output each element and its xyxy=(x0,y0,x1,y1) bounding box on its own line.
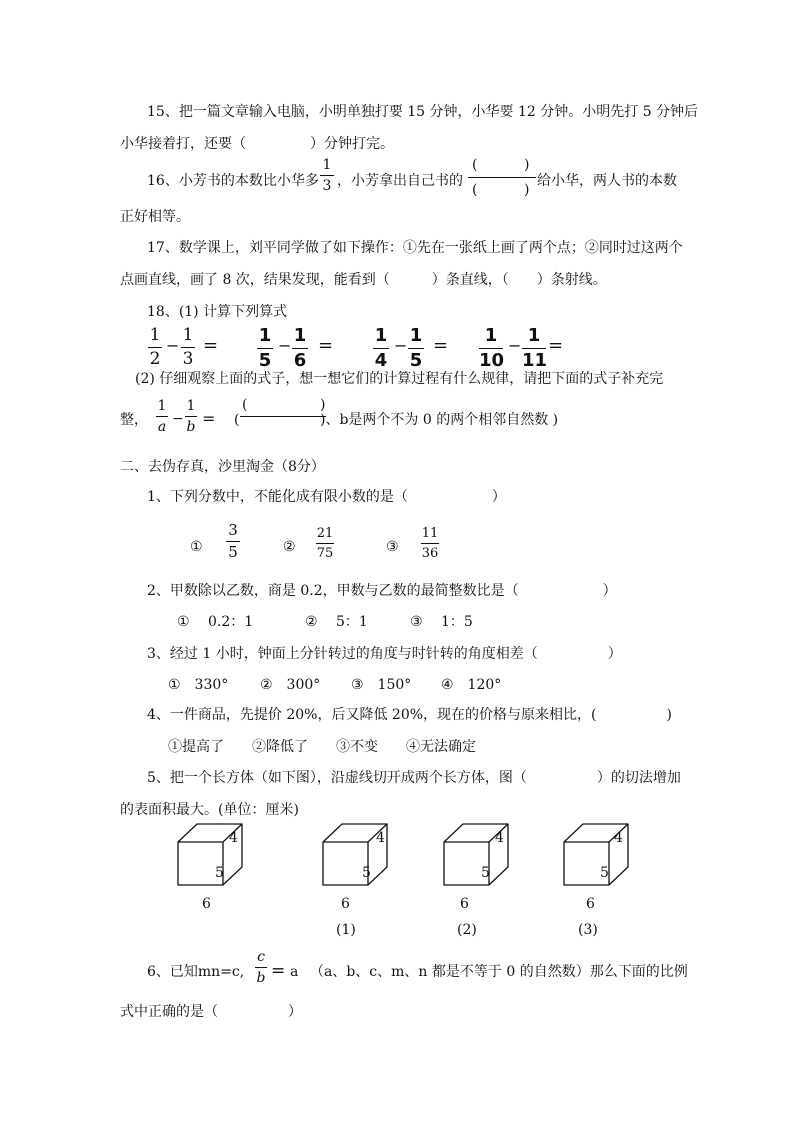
s2q6-pre: 6、已知mn=c, xyxy=(147,964,245,980)
q18-general-frac2: 1 b xyxy=(186,398,196,435)
s2q4-opt4: ④无法确定 xyxy=(406,739,476,755)
q18-expr1-frac2: 1 3 xyxy=(182,325,194,369)
q18-part2-pre: 整， xyxy=(120,412,148,428)
q16-fraction xyxy=(320,158,334,193)
cube-height-label: 4 xyxy=(229,830,238,846)
s2q4-opt3: ③不变 xyxy=(336,739,378,755)
s2q3-stem: 3、经过 1 小时，钟面上分针转过的角度与时针转的角度相差（ ） xyxy=(147,646,622,662)
q18-expr1-frac1: 1 2 xyxy=(149,325,161,369)
cube-label: (2) xyxy=(457,922,477,938)
q18-part2-tail: )、b是两个不为 0 的两个相邻自然数 ) xyxy=(320,412,559,428)
q16-blank-num-r: ) xyxy=(524,157,530,173)
s2q1-opt3-mark: ③ xyxy=(386,539,399,555)
q18-blank-num-l: ( xyxy=(242,397,248,413)
s2q1-opt1-mark: ① xyxy=(190,539,203,555)
cube-depth-label: 5 xyxy=(362,865,371,881)
q15-line1: 15、把一篇文章输入电脑，小明单独打要 15 分钟，小华要 12 分钟。小明先打 5 分钟后 xyxy=(147,104,699,120)
section2-title: 二、去伪存真，沙里淘金（8分） xyxy=(120,459,325,475)
q18-expr1-eq: = xyxy=(203,335,219,356)
cube-depth-label: 5 xyxy=(215,865,224,881)
q18-expr3-eq: = xyxy=(433,335,449,356)
cube-height-label: 4 xyxy=(376,830,385,846)
s2q6-fraction: c b xyxy=(256,949,266,986)
q18-expr2-op: − xyxy=(278,336,292,355)
q16-blank-num-l: ( xyxy=(472,157,478,173)
q18-general-frac1: 1 a xyxy=(157,398,167,435)
q18-part2-line1: (2) 仔细观察上面的式子，想一想它们的计算过程有什么规律，请把下面的式子补充完 xyxy=(135,371,664,387)
fraction-denominator: 3 xyxy=(322,178,332,194)
q17-line1: 17、数学课上，刘平同学做了如下操作：①先在一张纸上画了两个点；②同时过这两个 xyxy=(147,240,683,256)
q16-line2: 正好相等。 xyxy=(120,209,190,225)
fraction-numerator: 1 xyxy=(322,157,332,173)
s2q2-stem: 2、甲数除以乙数，商是 0.2，甲数与乙数的最简整数比是（ ） xyxy=(147,583,617,599)
q18-expr3-frac1: 1 4 xyxy=(374,325,388,371)
q16-blank-den-l: ( xyxy=(472,182,478,198)
s2q4-opt2: ②降低了 xyxy=(252,739,308,755)
cube-height-label: 4 xyxy=(495,830,504,846)
s2q6-line2: 式中正确的是（ ） xyxy=(120,1004,302,1020)
cube-height-label: 4 xyxy=(614,830,623,846)
q18-expr2-frac2: 1 6 xyxy=(293,325,307,371)
q17-line2: 点画直线，画了 8 次，结果发现，能看到（ ）条直线，（ ）条射线。 xyxy=(120,272,607,288)
q18-general-eq: = xyxy=(202,409,216,428)
s2q6-post: （a、b、c、m、n 都是不等于 0 的自然数）那么下面的比例 xyxy=(310,964,688,980)
s2q4-opt1: ①提高了 xyxy=(168,739,224,755)
s2q5-line2: 的表面积最大。(单位：厘米) xyxy=(120,802,299,818)
q15-line2a: 小华接着打，还要（ xyxy=(120,136,246,152)
q18-expr2-eq: = xyxy=(318,335,334,356)
q18-blank-den-l: ( xyxy=(234,412,240,428)
s2q1-opt2-mark: ② xyxy=(283,539,296,555)
q18-blank-num-r: ) xyxy=(320,397,326,413)
q16-blank-den-r: ) xyxy=(524,182,530,198)
cube-width-label: 6 xyxy=(202,896,211,912)
s2q1-opt1-frac: 3 5 xyxy=(226,523,240,560)
q18-expr4-frac1: 1 10 xyxy=(479,325,505,371)
cube-depth-label: 5 xyxy=(481,865,490,881)
s2q6-a: a xyxy=(290,964,299,980)
q16-line1b: ，小芳拿出自己书的 xyxy=(337,173,463,189)
s2q3-opt1: ① 330° xyxy=(168,677,229,693)
s2q3-opt2: ② 300° xyxy=(260,677,321,693)
cube-label: (3) xyxy=(578,922,598,938)
q18-expr1-op: − xyxy=(166,336,180,355)
q18-expr3-frac2: 1 5 xyxy=(409,325,423,371)
q18-expr3-op: − xyxy=(394,336,408,355)
q16-line1a: 16、小芳书的本数比小华多 xyxy=(147,173,319,189)
s2q4-stem: 4、一件商品，先提价 20%，后又降低 20%，现在的价格与原来相比，( ) xyxy=(147,707,672,723)
cube-width-label: 6 xyxy=(586,896,595,912)
q16-blank-fraction-bar xyxy=(468,177,536,178)
s2q1-opt3-frac: 11 36 xyxy=(421,526,439,561)
s2q2-opt2: ② 5：1 xyxy=(305,614,368,630)
s2q1-stem: 1、下列分数中，不能化成有限小数的是（ ） xyxy=(147,489,506,505)
s2q3-opt3: ③ 150° xyxy=(351,677,412,693)
q18-blank-fraction-bar xyxy=(240,416,326,417)
q18-title: 18、(1) 计算下列算式 xyxy=(147,304,288,320)
s2q6-eq: = xyxy=(271,961,286,981)
q18-expr4-frac2: 1 11 xyxy=(522,325,548,371)
s2q1-opt2-frac: 21 75 xyxy=(316,526,334,561)
q18-general-op: − xyxy=(172,411,184,427)
cube-width-label: 6 xyxy=(460,896,469,912)
q16-line1c: 给小华，两人书的本数 xyxy=(537,173,677,189)
q18-expr4-op: − xyxy=(508,336,522,355)
s2q5-line1: 5、把一个长方体（如下图），沿虚线切开成两个长方体，图（ ）的切法增加 xyxy=(147,770,681,786)
q18-expr2-frac1: 1 5 xyxy=(258,325,272,371)
s2q2-opt1: ① 0.2：1 xyxy=(177,614,254,630)
cube-width-label: 6 xyxy=(341,896,350,912)
s2q3-opt4: ④ 120° xyxy=(441,677,502,693)
q18-expr4-eq: = xyxy=(548,335,564,356)
cube-label: (1) xyxy=(336,922,356,938)
s2q2-opt3: ③ 1：5 xyxy=(410,614,473,630)
cube-depth-label: 5 xyxy=(600,865,609,881)
q15-line2b: ）分钟打完。 xyxy=(310,136,394,152)
